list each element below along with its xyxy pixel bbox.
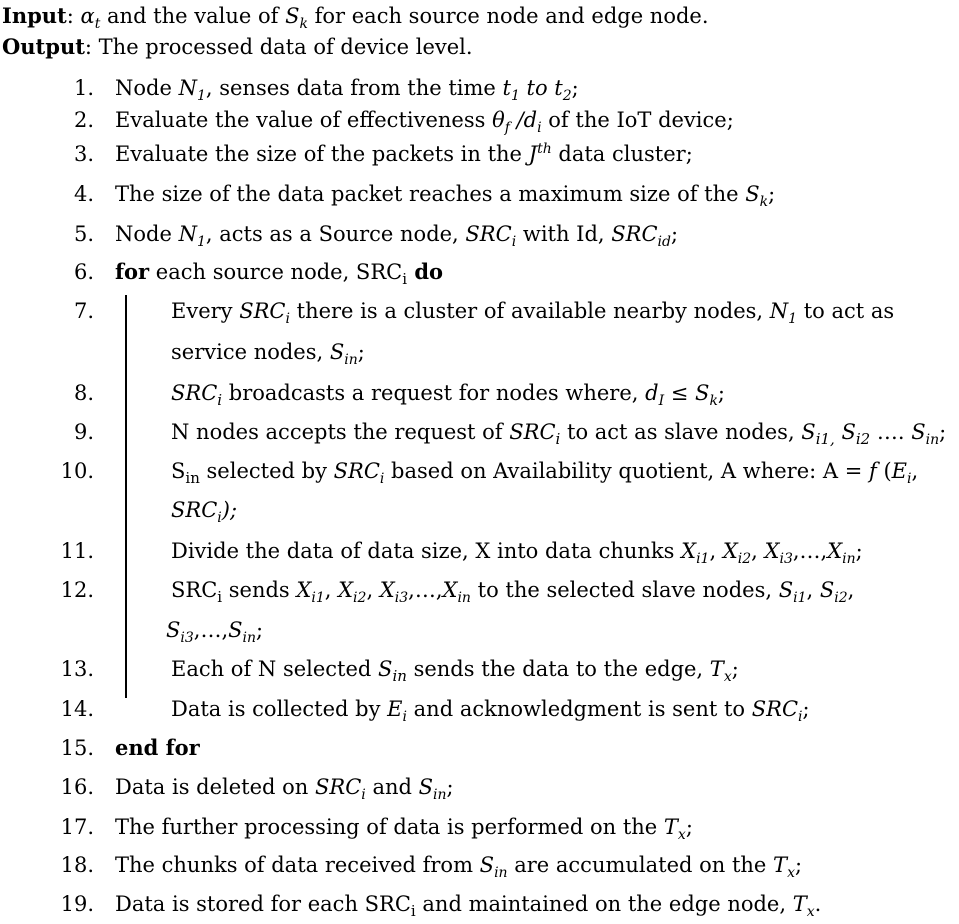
alpha-symbol: α <box>80 4 95 28</box>
step-number: 4. <box>73 182 94 206</box>
do-keyword: do <box>407 259 444 284</box>
step-text: Node $N_1$, senses data from the time $t_1$ to $t_2$; <box>115 76 579 105</box>
step-text: for each source node, $SRC_i$ do <box>115 259 444 289</box>
alpha-sub: t <box>94 16 101 33</box>
loop-body-bar <box>125 295 127 698</box>
step-10-continuation: $SRC_i$); <box>171 498 238 527</box>
input-line: Input: $\alpha_t$ and the value of $S_k$ for each source node and edge node. <box>2 3 709 33</box>
input-text: and the value of <box>100 4 286 28</box>
output-text: : The processed data of device level. <box>84 35 473 59</box>
step-number: 12. <box>60 578 94 602</box>
output-line <box>2 34 473 60</box>
step-number: 15. <box>60 736 94 760</box>
input-text-end: for each source node and edge node. <box>307 4 709 28</box>
step-number: 13. <box>60 657 94 681</box>
step-number: 14. <box>60 697 94 721</box>
step-number: 17. <box>60 815 94 839</box>
step-text: Node $N_1$, acts as a Source node, $SRC_i$ with Id, $SRC_{id}$; <box>115 222 679 251</box>
step-number: 2. <box>73 108 94 132</box>
output-label: Output <box>2 34 85 59</box>
step-text: The further processing of data is performed on the $T_x$; <box>115 815 693 844</box>
step-12-continuation: $S_{i3},\dots,S_{in}$; <box>166 618 264 647</box>
step-text: The size of the data packet reaches a maximum size of the $S_k$; <box>115 182 776 211</box>
step-number: 9. <box>73 420 94 444</box>
step-number: 1. <box>73 76 94 100</box>
input-label: Input <box>2 3 67 28</box>
step-number: 11. <box>60 539 94 563</box>
step-text: $S_{in}$ selected by $SRC_i$ based on Availability quotient, A where: A = f ($E_i$, <box>171 459 919 488</box>
step-text: Evaluate the value of effectiveness $\theta_f$ $/d_i$ of the IoT device; <box>115 108 734 137</box>
end-for-keyword: end for <box>115 735 200 760</box>
step-text: Data is deleted on $SRC_i$ and $S_{in}$; <box>115 775 454 804</box>
step-text: Each of N selected $S_{in}$ sends the data to the edge, $T_x$; <box>171 657 739 686</box>
step-number: 16. <box>60 775 94 799</box>
step-text: The chunks of data received from $S_{in}$ are accumulated on the $T_x$; <box>115 853 803 882</box>
step-text: Data is collected by $E_i$ and acknowledgment is sent to $SRC_i$; <box>171 697 810 726</box>
step-text <box>115 735 200 761</box>
step-text: Divide the data of data size, X into data chunks $X_{i1}$, $X_{i2}$, $X_{i3},\dots,X_{in}$; <box>171 539 863 568</box>
step-number: 8. <box>73 381 94 405</box>
step-number: 10. <box>60 459 94 483</box>
step-text: N nodes accepts the request of $SRC_i$ to act as slave nodes, $S_{i1,}$ $S_{i2}$ …. $S_{in}$; <box>171 420 947 449</box>
sk-symbol: S <box>285 4 300 28</box>
sk-sub: k <box>299 16 308 33</box>
step-number: 19. <box>60 892 94 916</box>
step-number: 6. <box>73 260 94 284</box>
step-number: 7. <box>73 299 94 323</box>
step-text: Data is stored for each $SRC_i$ and maintained on the edge node, $T_x$. <box>115 892 822 921</box>
step-7-continuation: service nodes, $S_{in}$; <box>171 340 365 369</box>
step-number: 18. <box>60 853 94 877</box>
step-text: Every $SRC_i$ there is a cluster of available nearby nodes, $N_1$ to act as <box>171 299 895 328</box>
step-text: $SRC_i$ sends $X_{i1}$, $X_{i2}$, $X_{i3},\dots,X_{in}$ to the selected slave nodes, $S_{i1}$, $S_{i2}$, <box>171 578 855 607</box>
step-text: $SRC_i$ broadcasts a request for nodes where, $d_I \le S_k$; <box>171 381 725 410</box>
for-keyword: for <box>115 259 150 284</box>
step-number: 3. <box>73 142 94 166</box>
step-number: 5. <box>73 222 94 246</box>
step-text: Evaluate the size of the packets in the $J^{th}$ data cluster; <box>115 141 693 166</box>
